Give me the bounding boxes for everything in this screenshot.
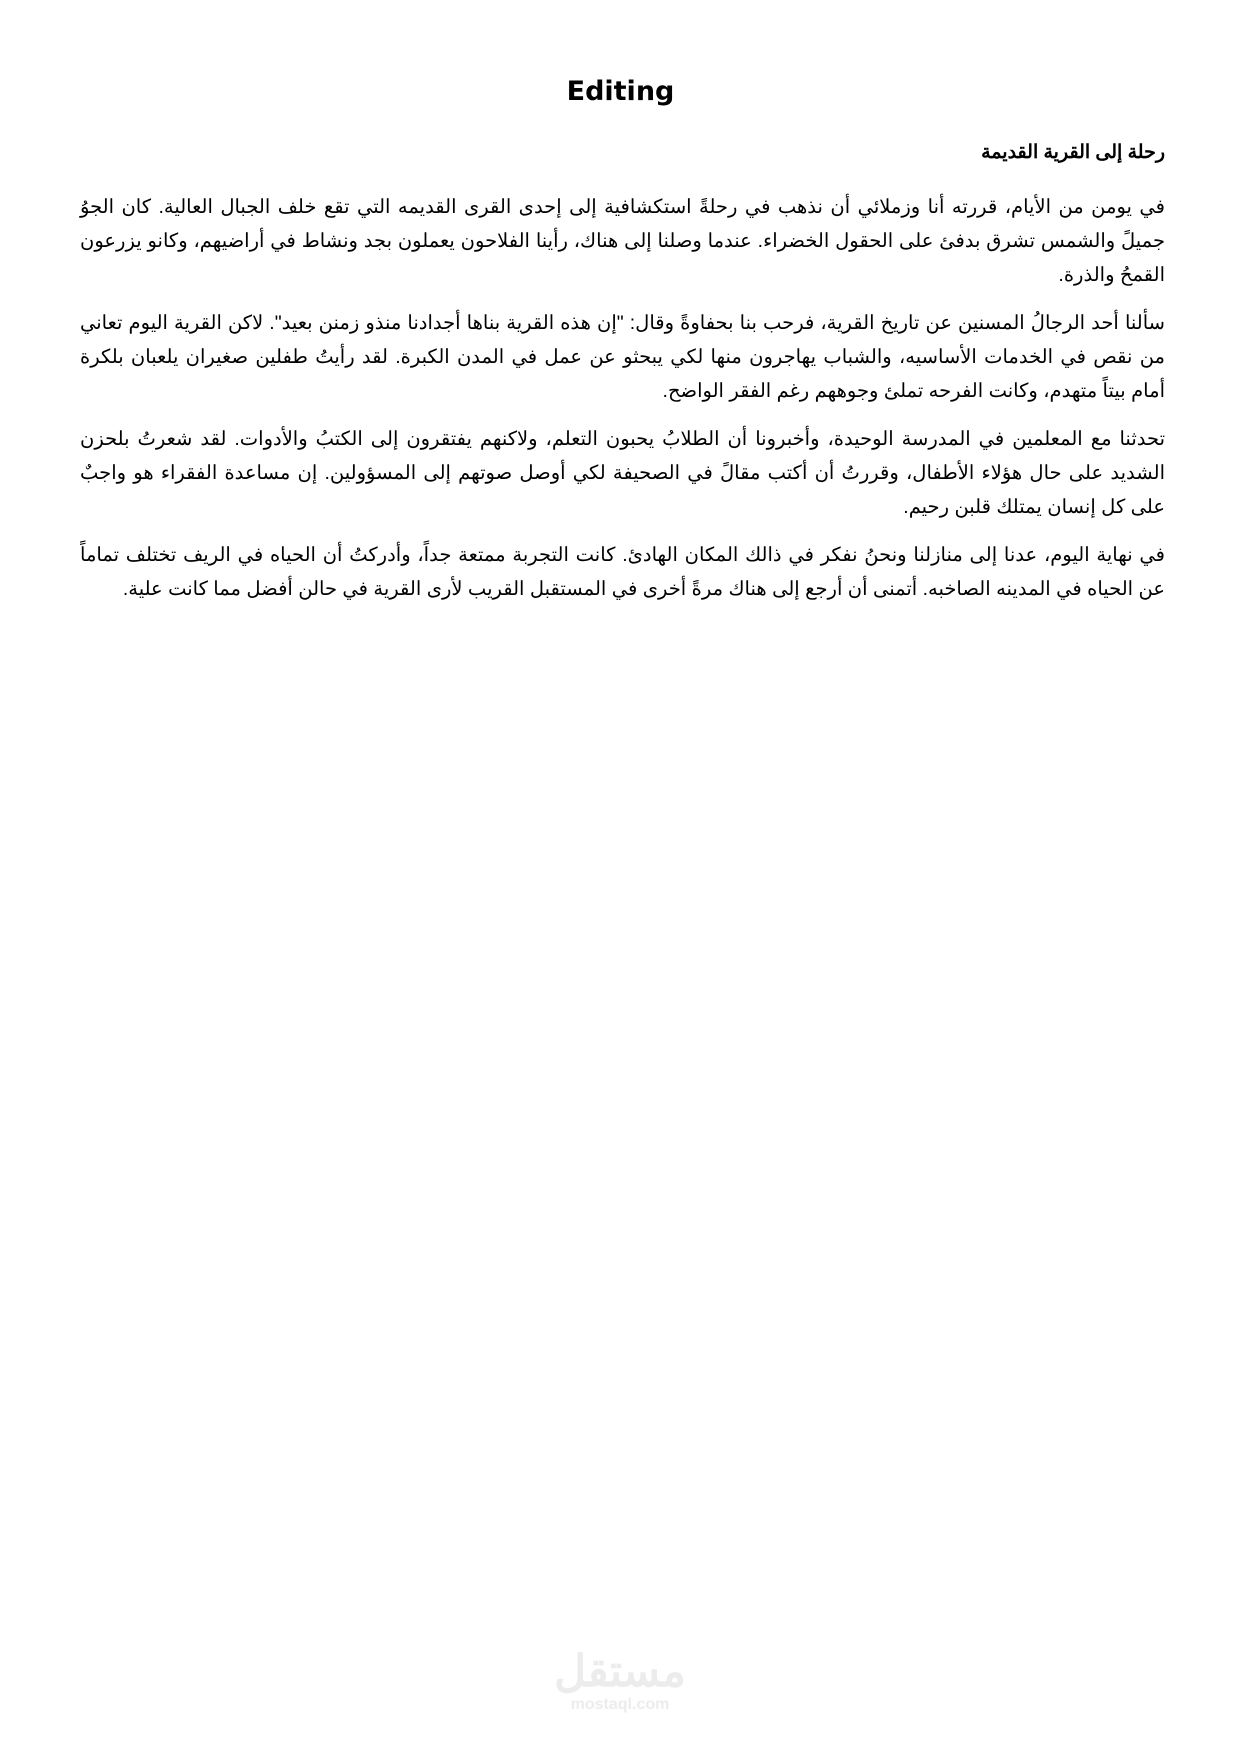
paragraph-3: تحدثنا مع المعلمين في المدرسة الوحيدة، وأخبرونا أن الطلابُ يحبون التعلم، ولاكنهم يفتقرون إلى الكتبُ والأدوات. لقد شعرتُ بلحزن الشديد على حال هؤلاء الأطفال، وقررتُ أن أكتب مقالً في الصحيفة لكي أوصل صوتهم إلى المسؤولين. إن مساعدة الفقراء هو واجبٌ على كل إنسان يمتلك قلبن رحيم. — [80, 428, 1165, 518]
paragraph-4: في نهاية اليوم، عدنا إلى منازلنا ونحنُ نفكر في ذالك المكان الهادئ. كانت التجربة ممتعة جداً، وأدركتُ أن الحياه في الريف تختلف تماماً عن الحياه في المدينه الصاخبه. أتمنى أن أرجع إلى هناك مرةً أخرى في المستقبل القريب لأرى القرية في حالن أفضل مما كانت علية. — [80, 544, 1165, 600]
watermark-arabic: مستقل — [554, 1647, 686, 1696]
mostaql-watermark — [540, 1648, 700, 1714]
watermark-latin: mostaql.com — [570, 1696, 670, 1713]
page-title: Editing — [566, 76, 675, 107]
paragraph-1: في يومن من الأيام، قررته أنا وزملائي أن نذهب في رحلةً استكشافية إلى إحدى القرى القديمه التي تقع خلف الجبال العالية. كان الجوُ جميلً والشمس تشرق بدفئ على الحقول الخضراء. عندما وصلنا إلى هناك، رأينا الفلاحون يعملون بجد ونشاط في أراضيهم، وكانو يزرعون القمحُ والذرة. — [80, 196, 1165, 286]
document-body — [80, 138, 1165, 620]
document-heading: رحلة إلى القرية القديمة — [981, 142, 1165, 163]
paragraph-2: سألنا أحد الرجالُ المسنين عن تاريخ القرية، فرحب بنا بحفاوةً وقال: "إن هذه القرية بناها أجدادنا منذو زمنن بعيد". لاكن القرية اليوم تعاني من نقص في الخدمات الأساسيه، والشباب يهاجرون منها لكي يبحثو عن عمل في المدن الكبرة. لقد رأيتُ طفلين صغيران يلعبان بلكرة أمام بيتاً متهدم، وكانت الفرحه تملئ وجوههم رغم الفقر الواضح. — [80, 312, 1165, 402]
